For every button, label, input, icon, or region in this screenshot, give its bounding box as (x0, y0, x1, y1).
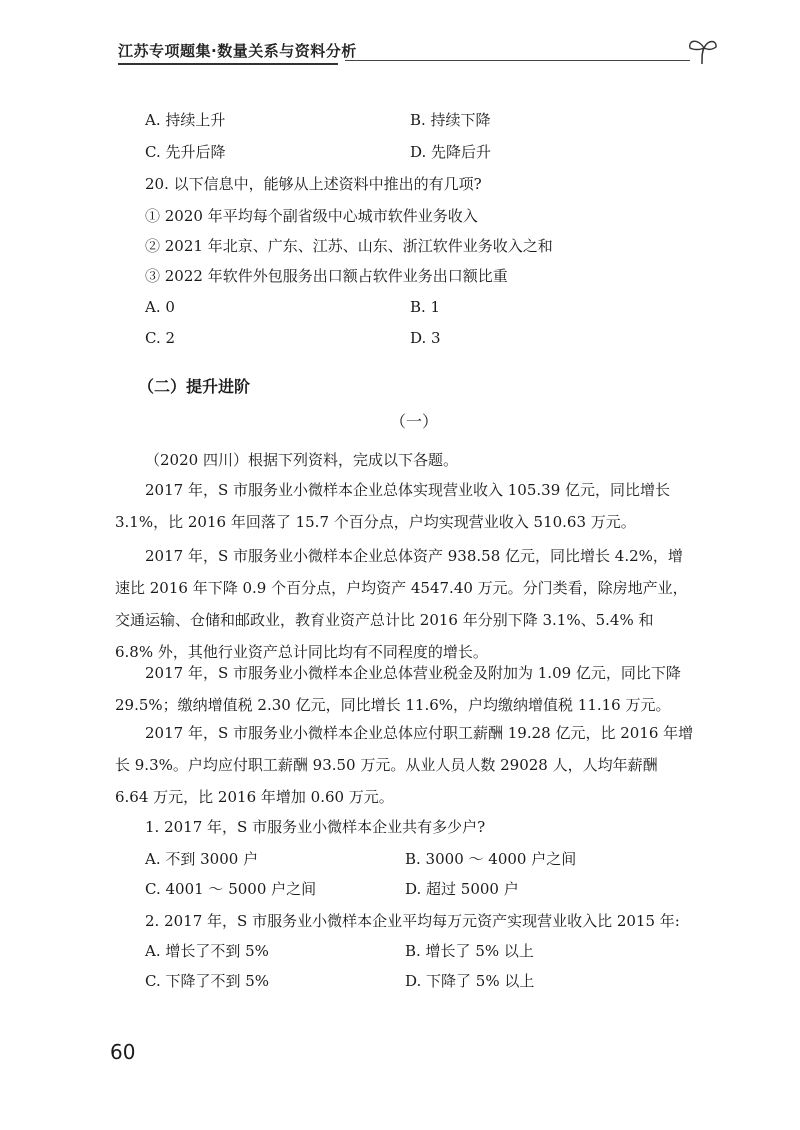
q2-option-c: C. 下降了不到 5% (145, 972, 270, 990)
q20-option-a: A. 0 (145, 298, 175, 316)
q20-option-c: C. 2 (145, 329, 176, 347)
paragraph-3: 2017 年，S 市服务业小微样本企业总体营业税金及附加为 1.09 亿元，同比下降 29.5%；缴纳增值税 2.30 亿元，同比增长 11.6%，户均缴纳增值税 11.16 万元。 (115, 664, 681, 714)
q20-item-2: ② 2021 年北京、广东、江苏、山东、浙江软件业务收入之和 (145, 237, 553, 255)
q19-option-c: C. 先升后降 (145, 143, 226, 161)
page-number: 60 (110, 1040, 136, 1064)
q2-option-d: D. 下降了 5% 以上 (405, 972, 535, 990)
q19-option-a: A. 持续上升 (145, 111, 226, 129)
q1-option-a: A. 不到 3000 户 (145, 850, 259, 868)
sprout-icon (684, 36, 720, 66)
running-header-title: 江苏专项题集·数量关系与资料分析 (118, 42, 357, 60)
q19-option-b: B. 持续下降 (410, 111, 491, 129)
q1-stem: 1. 2017 年，S 市服务业小微样本企业共有多少户? (145, 818, 486, 836)
header-rule-thin (345, 60, 690, 61)
q2-stem: 2. 2017 年，S 市服务业小微样本企业平均每万元资产实现营业收入比 2015 年: (145, 912, 680, 930)
q20-option-b: B. 1 (410, 298, 441, 316)
q1-option-b: B. 3000 ～ 4000 户之间 (405, 850, 577, 868)
header-rule-thick (118, 63, 338, 65)
section-subtitle: （一） (390, 412, 439, 431)
paragraph-2: 2017 年，S 市服务业小微样本企业总体资产 938.58 亿元，同比增长 4.2%，增速比 2016 年下降 0.9 个百分点，户均资产 4547.40 万元。分门类看，除房地产业，交通运输、仓储和邮政业，教育业资产总计比 2016 年分别下降 3.1%、5.4% 和 6.8% 外，其他行业资产总计同比均有不同程度的增长。 (115, 547, 688, 661)
q20-option-d: D. 3 (410, 329, 441, 347)
q20-stem: 20. 以下信息中，能够从上述资料中推出的有几项? (145, 175, 482, 193)
paragraph-4: 2017 年，S 市服务业小微样本企业总体应付职工薪酬 19.28 亿元，比 2016 年增长 9.3%。户均应付职工薪酬 93.50 万元。从业人员人数 29028 人，人均年薪酬 6.64 万元，比 2016 年增加 0.60 万元。 (115, 724, 694, 806)
q1-option-d: D. 超过 5000 户 (405, 880, 519, 898)
q20-item-3: ③ 2022 年软件外包服务出口额占软件业务出口额比重 (145, 267, 508, 285)
section-title: （二）提升进阶 (138, 377, 251, 396)
section-intro: （2020 四川）根据下列资料，完成以下各题。 (145, 451, 458, 469)
q1-option-c: C. 4001 ～ 5000 户之间 (145, 880, 317, 898)
q19-option-d: D. 先降后升 (410, 143, 492, 161)
q2-option-a: A. 增长了不到 5% (145, 942, 269, 960)
q2-option-b: B. 增长了 5% 以上 (405, 942, 534, 960)
q20-item-1: ① 2020 年平均每个副省级中心城市软件业务收入 (145, 207, 478, 225)
paragraph-1: 2017 年，S 市服务业小微样本企业总体实现营业收入 105.39 亿元，同比增长 3.1%，比 2016 年回落了 15.7 个百分点，户均实现营业收入 510.63 万元。 (115, 481, 671, 531)
